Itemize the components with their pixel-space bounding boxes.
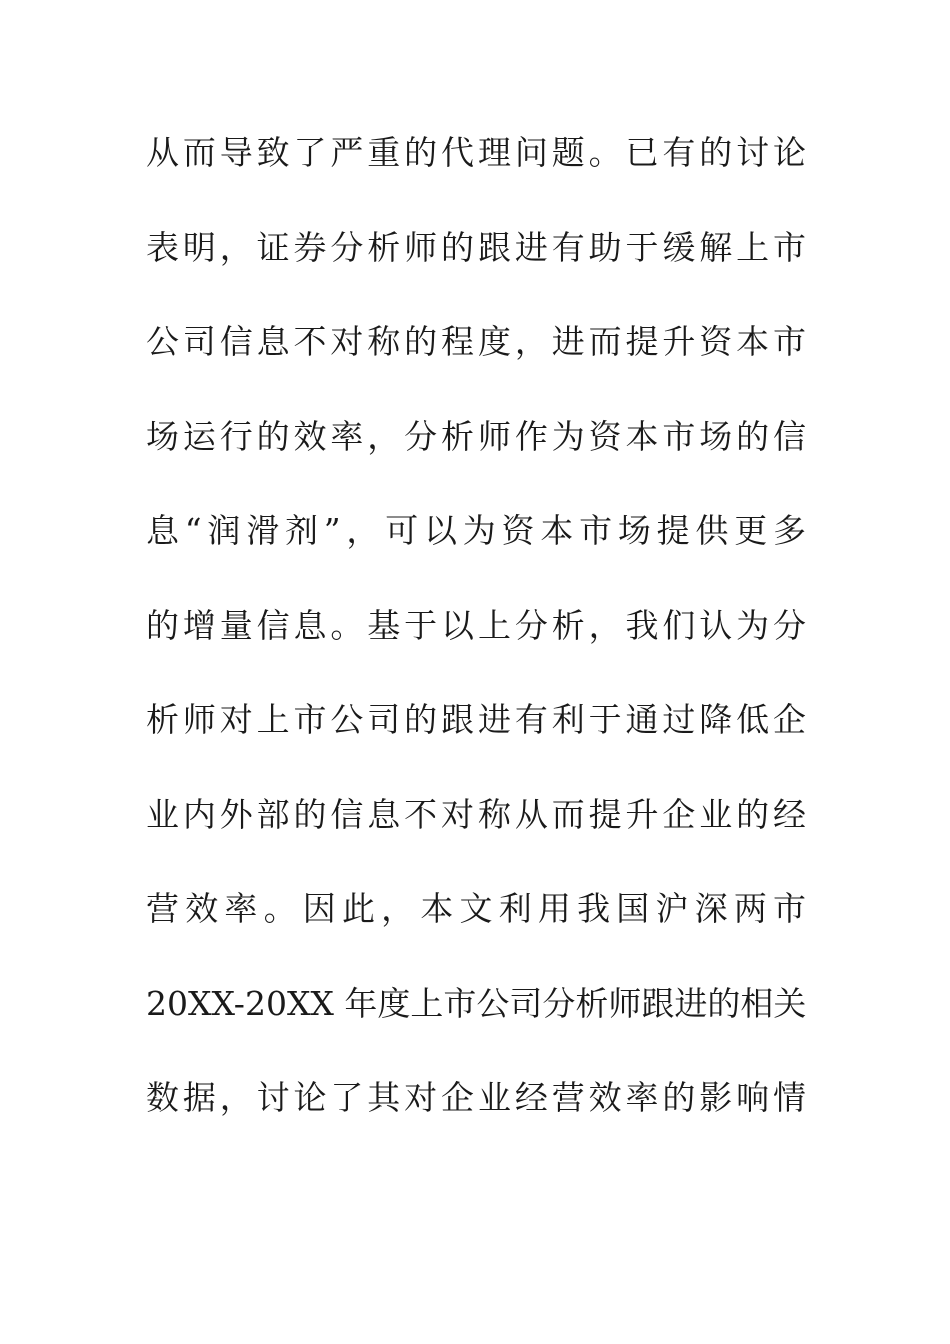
text-line-1: 从而导致了严重的代理问题。已有的讨论 (146, 133, 806, 172)
text-line-11: 数据，讨论了其对企业经营效率的影响情 (146, 1078, 806, 1117)
body-paragraph (146, 118, 806, 1158)
text-line-8: 业内外部的信息不对称从而提升企业的经 (146, 794, 806, 834)
text-line-4: 场运行的效率，分析师作为资本市场的信 (146, 416, 806, 456)
text-line-5: 息“润滑剂”，可以为资本市场提供更多 (146, 511, 806, 550)
text-line-3: 公司信息不对称的程度，进而提升资本市 (146, 322, 806, 361)
text-line-6: 的增量信息。基于以上分析，我们认为分 (146, 605, 806, 645)
text-line-10: 20XX-20XX 年度上市公司分析师跟进的相关 (146, 983, 807, 1023)
text-line-7: 析师对上市公司的跟进有利于通过降低企 (146, 700, 806, 739)
text-line-9: 营效率。因此，本文利用我国沪深两市 (146, 889, 806, 928)
text-line-2: 表明，证券分析师的跟进有助于缓解上市 (146, 227, 806, 267)
